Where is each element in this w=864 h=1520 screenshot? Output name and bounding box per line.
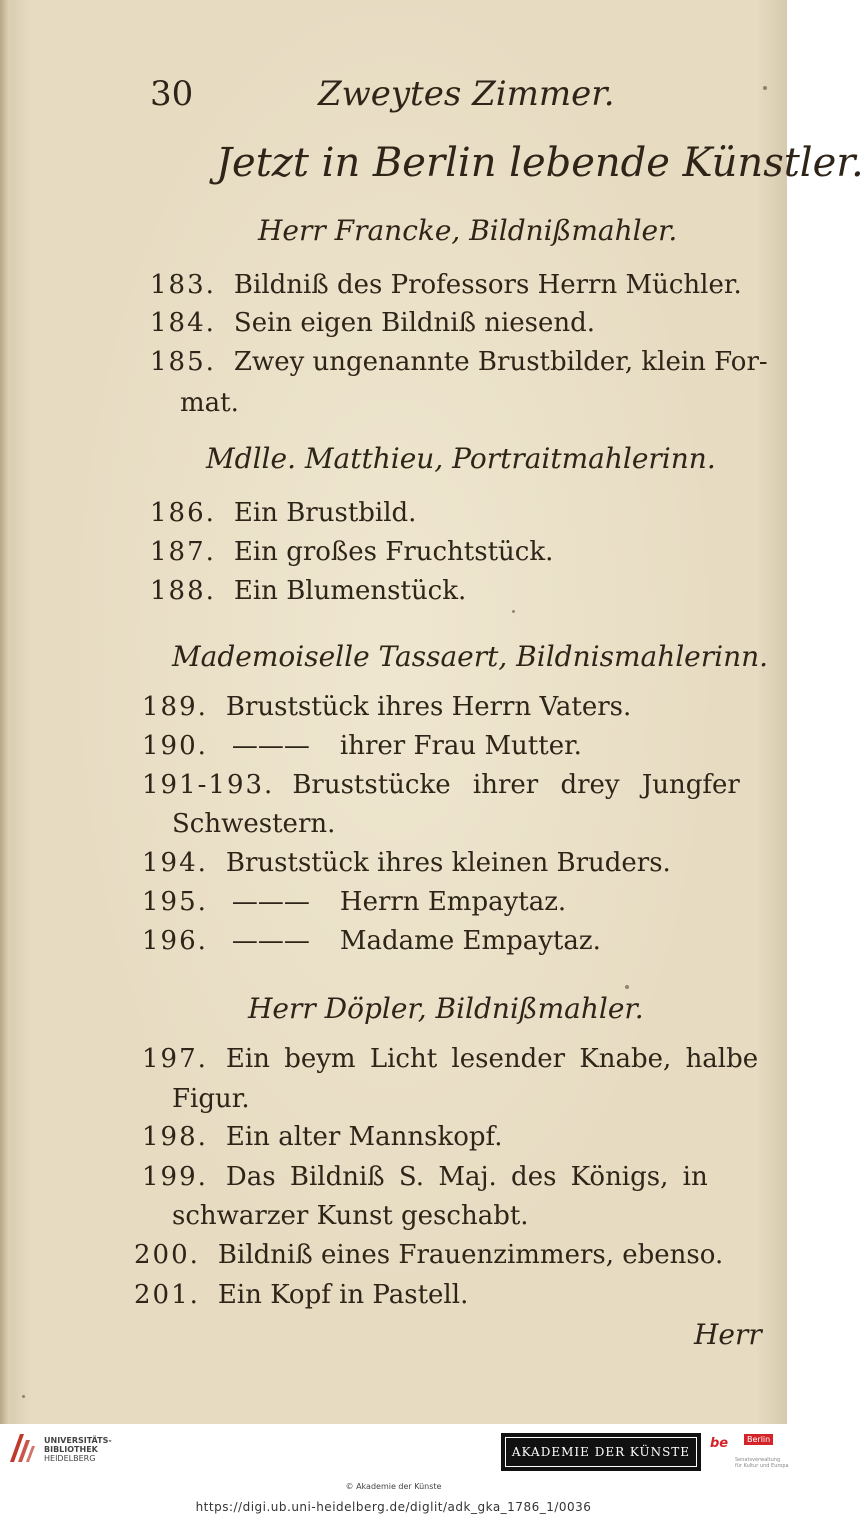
catalog-entry bbox=[142, 731, 582, 761]
entry-text: Ein alter Mannskopf. bbox=[225, 1122, 503, 1152]
entry-text: Ein Blumenstück. bbox=[233, 576, 467, 606]
senate-line: Senatsverwaltung bbox=[735, 1457, 781, 1463]
catalog-entry bbox=[142, 692, 631, 722]
senate-line: für Kultur und Europa bbox=[735, 1463, 789, 1469]
entry-text: Das Bildniß S. Maj. des Königs, in bbox=[225, 1162, 708, 1192]
catalog-entry bbox=[134, 1280, 468, 1310]
entry-text: Bruststück ihres Herrn Vaters. bbox=[225, 692, 632, 722]
akademie-label: AKADEMIE DER KÜNSTE bbox=[511, 1445, 691, 1459]
entry-text: Madame Empaytaz. bbox=[339, 926, 601, 956]
catchword: Herr bbox=[694, 1318, 762, 1351]
entry-number: 196. bbox=[142, 926, 208, 956]
library-name-line: HEIDELBERG bbox=[44, 1454, 96, 1463]
catalog-entry bbox=[142, 848, 671, 878]
catalog-entry bbox=[142, 1122, 503, 1152]
akademie-logo-frame bbox=[505, 1437, 697, 1467]
entry-text: Ein großes Fruchtstück. bbox=[233, 537, 554, 567]
entry-number: 194. bbox=[142, 848, 208, 878]
entry-number: 187. bbox=[150, 537, 216, 567]
catalog-entry bbox=[150, 308, 595, 338]
entry-number: 200. bbox=[134, 1240, 200, 1270]
entry-text: Zwey ungenannte Brustbilder, klein For- bbox=[233, 347, 768, 377]
copyright-notice: © Akademie der Künste bbox=[345, 1482, 442, 1491]
entry-continuation: schwarzer Kunst geschabt. bbox=[172, 1201, 529, 1231]
entry-text: Sein eigen Bildniß niesend. bbox=[233, 308, 596, 338]
berlin-logo-prefix[interactable]: be bbox=[710, 1436, 729, 1451]
entry-number: 198. bbox=[142, 1122, 208, 1152]
catalog-entry bbox=[150, 498, 416, 528]
entry-number: 189. bbox=[142, 692, 208, 722]
artist-heading: Mdlle. Matthieu, Portraitmahlerinn. bbox=[206, 442, 716, 475]
university-library-logo-icon[interactable] bbox=[8, 1432, 36, 1464]
entry-text: ihrer Frau Mutter. bbox=[339, 731, 582, 761]
catalog-entry bbox=[150, 537, 553, 567]
university-library-name[interactable] bbox=[44, 1436, 112, 1463]
paper-speck bbox=[512, 610, 515, 613]
entry-number: 184. bbox=[150, 308, 216, 338]
catalog-entry bbox=[134, 1240, 723, 1270]
section-title: Jetzt in Berlin lebende Künstler. bbox=[216, 140, 864, 186]
entry-number: 195. bbox=[142, 887, 208, 917]
berlin-logo-box[interactable]: Berlin bbox=[744, 1434, 773, 1445]
catalog-entry bbox=[142, 926, 601, 956]
ditto-dash: ——— bbox=[231, 887, 310, 917]
entry-text: Herrn Empaytaz. bbox=[339, 887, 567, 917]
running-title: Zweytes Zimmer. bbox=[318, 74, 615, 114]
entry-number: 201. bbox=[134, 1280, 200, 1310]
akademie-der-kuenste-logo[interactable] bbox=[501, 1433, 701, 1471]
senate-department-label bbox=[735, 1457, 789, 1469]
entry-text: Bruststücke ihrer drey Jungfer bbox=[292, 770, 740, 800]
paper-speck bbox=[625, 985, 629, 989]
entry-text: Bildniß des Professors Herrn Müchler. bbox=[233, 270, 742, 300]
entry-number: 190. bbox=[142, 731, 208, 761]
page-fold-shadow bbox=[0, 0, 10, 1424]
entry-text: Ein beym Licht lesender Knabe, halbe bbox=[225, 1044, 759, 1074]
entry-continuation: Schwestern. bbox=[172, 809, 336, 839]
entry-number: 188. bbox=[150, 576, 216, 606]
artist-heading: Herr Francke, Bildnißmahler. bbox=[258, 214, 678, 247]
artist-heading: Mademoiselle Tassaert, Bildnismahlerinn. bbox=[172, 640, 769, 673]
catalog-entry bbox=[142, 1044, 758, 1074]
entry-continuation: mat. bbox=[180, 388, 239, 418]
ditto-dash: ——— bbox=[231, 731, 310, 761]
page-number: 30 bbox=[150, 74, 194, 114]
catalog-entry bbox=[142, 1162, 708, 1192]
entry-number: 199. bbox=[142, 1162, 208, 1192]
entry-number: 197. bbox=[142, 1044, 208, 1074]
entry-number: 183. bbox=[150, 270, 216, 300]
paper-speck bbox=[763, 86, 767, 90]
entry-number: 191-193. bbox=[142, 770, 275, 800]
entry-text: Bildniß eines Frauenzimmers, ebenso. bbox=[217, 1240, 724, 1270]
entry-number: 185. bbox=[150, 347, 216, 377]
entry-number: 186. bbox=[150, 498, 216, 528]
ditto-dash: ——— bbox=[231, 926, 310, 956]
catalog-entry bbox=[150, 576, 466, 606]
library-name-line: BIBLIOTHEK bbox=[44, 1445, 98, 1454]
entry-continuation: Figur. bbox=[172, 1084, 250, 1114]
entry-text: Bruststück ihres kleinen Bruders. bbox=[225, 848, 671, 878]
catalog-entry bbox=[150, 270, 742, 300]
entry-text: Ein Kopf in Pastell. bbox=[217, 1280, 469, 1310]
artist-heading: Herr Döpler, Bildnißmahler. bbox=[248, 992, 644, 1025]
permalink-url[interactable]: https://digi.ub.uni-heidelberg.de/diglit/adk_gka_1786_1/0036 bbox=[195, 1500, 592, 1514]
catalog-entry bbox=[142, 887, 566, 917]
catalog-entry bbox=[142, 770, 740, 800]
entry-text: Ein Brustbild. bbox=[233, 498, 417, 528]
catalog-entry bbox=[150, 347, 768, 377]
paper-speck bbox=[22, 1395, 25, 1398]
library-name-line: UNIVERSITÄTS- bbox=[44, 1436, 112, 1445]
